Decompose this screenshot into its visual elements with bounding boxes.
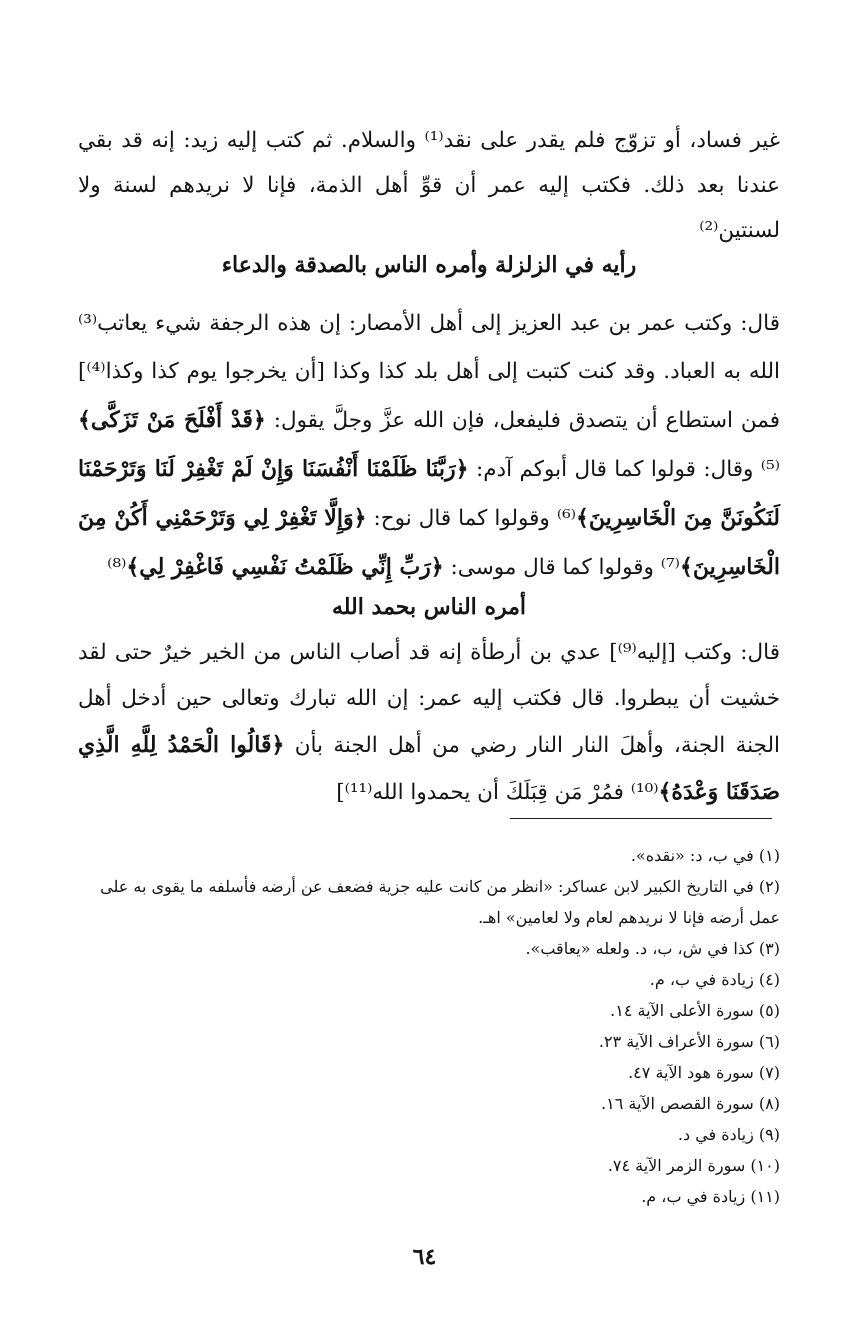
- section-heading-earthquake: رأيه في الزلزلة وأمره الناس بالصدقة والدعاء: [221, 252, 637, 278]
- section-heading-praise: أمره الناس بحمد الله: [331, 594, 527, 620]
- footnote: (٧) سورة هود الآية ٤٧.: [628, 1063, 780, 1082]
- paragraph-intro: [78, 118, 780, 253]
- text-run: ⁽⁸⁾: [107, 555, 127, 580]
- text-run: ⁽¹⁰⁾ فمُرْ مَن قِبَلَكَ أن يحمدوا الله⁽¹¹⁾]: [336, 780, 659, 805]
- quran-verse: ﴿قَالُوا الْحَمْدُ لِلَّهِ الَّذِي صَدَقَنَا وَعْدَهُ﴾: [78, 732, 780, 805]
- text-run: ⁽⁶⁾ وقولوا كما قال نوح:: [366, 506, 577, 531]
- footnote: (٢) في التاريخ الكبير لابن عساكر: «انظر من كانت عليه جزية فضعف عن أرضه فأسلفه ما يقوى به على عمل أرضه فإنا لا نريدهم لعام ولا لعامين» اهـ.: [100, 877, 780, 927]
- footnote: (٩) زيادة في د.: [677, 1125, 780, 1144]
- footnote: (٣) كذا في ش، ب، د. ولعله «يعاقب».: [525, 939, 780, 958]
- footnote: (١١) زيادة في ب، م.: [641, 1187, 780, 1206]
- footnote: (٤) زيادة في ب، م.: [649, 970, 780, 989]
- page-number: ٦٤: [412, 1244, 437, 1270]
- footnotes-list: [78, 840, 780, 1212]
- quran-verse: ﴿رَبِّ إِنِّي ظَلَمْتُ نَفْسِي فَاغْفِرْ لِي﴾: [126, 554, 444, 580]
- footnote: (٦) سورة الأعراف الآية ٢٣.: [598, 1032, 780, 1051]
- text-run: قال: وكتب عمر بن عبد العزيز إلى أهل الأمصار: إن هذه الرجفة شيء يعاتب⁽³⁾ الله به العباد. وقد كنت كتبت إلى أهل بلد كذا وكذا [أن يخرجوا يوم كذا وكذا⁽⁴⁾] فمن استطاع أن يتصدق فليفعل، فإن الله عزَّ وجلَّ يقول:: [78, 311, 780, 433]
- footnote-divider: [510, 818, 772, 819]
- text-run: قال: وكتب [إليه⁽⁹⁾] عدي بن أرطأة إنه قد أصاب الناس من الخير خيرٌ حتى لقد خشيت أن يبطروا. قال فكتب إليه عمر: إن الله تبارك وتعالى حين أدخل أهل الجنة الجنة، وأهلَ النار النار رضي من أهل الجنة بأن: [78, 640, 780, 758]
- quran-verse: ﴿رَبَّنَا ظَلَمْنَا أَنْفُسَنَا وَإِنْ لَمْ تَغْفِرْ لَنَا وَتَرْحَمْنَا لَنَكُونَنَّ مِنَ الْخَاسِرِينَ﴾: [78, 456, 781, 531]
- paragraph-praise: [78, 630, 780, 816]
- footnote: (٥) سورة الأعلى الآية ١٤.: [610, 1001, 780, 1020]
- paragraph-text: غير فساد، أو تزوّج فلم يقدر على نقد⁽¹⁾ والسلام. ثم كتب إليه زيد: إنه قد بقي عندنا بعد ذلك. فكتب إليه عمر أن قوِّ أهل الذمة، فإنا لا نريدهم لسنة ولا لسنتين⁽²⁾: [78, 128, 780, 243]
- footnote: (١٠) سورة الزمر الآية ٧٤.: [607, 1156, 780, 1175]
- paragraph-earthquake: [78, 300, 780, 592]
- footnote: (١) في ب، د: «نقده».: [630, 846, 780, 865]
- text-run: ⁽⁷⁾ وقولوا كما قال موسى:: [443, 555, 680, 580]
- quran-verse: ﴿وَإِلَّا تَغْفِرْ لِي وَتَرْحَمْنِي أَكُنْ مِنَ الْخَاسِرِينَ﴾: [78, 505, 780, 580]
- quran-verse: ﴿قَدْ أَفْلَحَ مَنْ تَزَكَّى﴾: [78, 407, 266, 433]
- text-run: ⁽⁵⁾ وقال: قولوا كما قال أبوكم آدم:: [468, 457, 780, 482]
- footnote: (٨) سورة القصص الآية ١٦.: [601, 1094, 780, 1113]
